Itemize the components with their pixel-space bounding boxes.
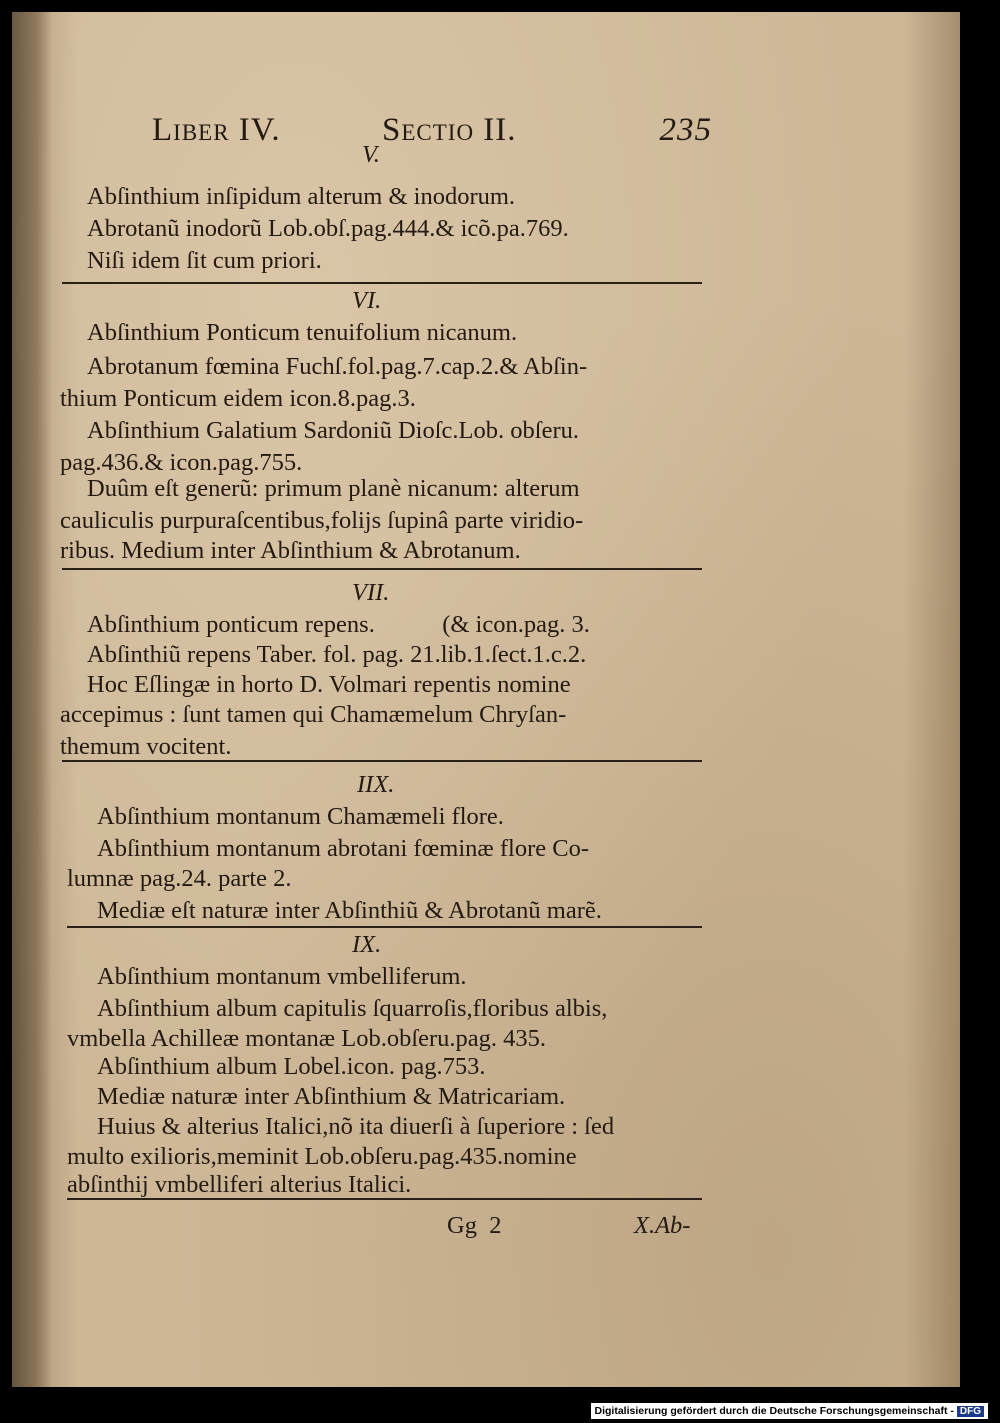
text-line: Abſinthium Galatium Sardoniũ Dioſc.Lob. obſeru. [87, 417, 579, 444]
section-divider [67, 1198, 702, 1200]
section-divider [62, 568, 702, 570]
section-divider [62, 760, 702, 762]
text-line: Duûm eſt generũ: primum planè nicanum: alterum [87, 475, 580, 502]
text-line: cauliculis purpuraſcentibus,folijs ſupinâ parte viridio- [60, 507, 584, 534]
text-line: Huius & alterius Italici,nõ ita diuerſi à ſuperiore : ſed [97, 1113, 615, 1140]
text-line: Mediæ naturæ inter Abſinthium & Matricariam. [97, 1083, 566, 1110]
text-line: Abſinthium Ponticum tenuifolium nicanum. [87, 319, 518, 346]
text-line: Hoc Eſlingæ in horto D. Volmari repentis nomine [87, 671, 571, 698]
text-line: pag.436.& icon.pag.755. [60, 449, 303, 476]
text-line: Abſinthium montanum vmbelliferum. [97, 963, 467, 990]
text-line: Abſinthium montanum Chamæmeli flore. [97, 803, 504, 830]
page-binding-shadow [12, 12, 52, 1387]
text-line: Abrotanum fœmina Fuchſ.fol.pag.7.cap.2.& Abſin- [87, 353, 588, 380]
signature-mark: Gg 2 [447, 1212, 502, 1239]
text-line: Abſinthium album Lobel.icon. pag.753. [97, 1053, 486, 1080]
page-number: 235 [659, 112, 712, 148]
section-divider [62, 282, 702, 284]
text-line: Abſinthium montanum abrotani fœminæ flore Co- [97, 835, 589, 862]
text-line: themum vocitent. [60, 733, 232, 760]
text-line: lumnæ pag.24. parte 2. [67, 865, 292, 892]
text-line: thium Ponticum eidem icon.8.pag.3. [60, 385, 416, 412]
text-line: Mediæ eſt naturæ inter Abſinthiũ & Abrotanũ marẽ. [97, 897, 602, 924]
running-header [152, 112, 712, 156]
section-numeral: V. [362, 141, 380, 168]
header-liber: Liber IV. [152, 112, 281, 148]
book-page [12, 12, 960, 1387]
catchword: X.Ab- [634, 1212, 691, 1239]
text-line: Abſinthium album capitulis ſquarroſis,floribus albis, [97, 995, 608, 1022]
text-line: ribus. Medium inter Abſinthium & Abrotanum. [60, 537, 521, 564]
text-line: Abſinthium inſipidum alterum & inodorum. [87, 183, 516, 210]
dfg-logo: DFG [957, 1406, 984, 1417]
text-line: Niſi idem ſit cum priori. [87, 247, 322, 274]
text-line: Abrotanũ inodorũ Lob.obſ.pag.444.& icõ.pa.769. [87, 215, 569, 242]
text-line: abſinthij vmbelliferi alterius Italici. [67, 1171, 412, 1198]
section-numeral: IIX. [357, 771, 395, 798]
text-line: accepimus : ſunt tamen qui Chamæmelum Chryſan- [60, 701, 567, 728]
section-numeral: VII. [352, 579, 390, 606]
header-sectio: Sectio II. [382, 112, 517, 148]
text-line: Abſinthium ponticum repens. (& icon.pag. 3. [87, 611, 590, 638]
section-numeral: IX. [352, 931, 382, 958]
text-line: multo exilioris,meminit Lob.obſeru.pag.435.nomine [67, 1143, 577, 1170]
section-numeral: VI. [352, 287, 382, 314]
credit-text: Digitalisierung gefördert durch die Deutsche Forschungsgemeinschaft - [594, 1405, 954, 1417]
text-line: Abſinthiũ repens Taber. fol. pag. 21.lib.1.ſect.1.c.2. [87, 641, 587, 668]
section-divider [67, 926, 702, 928]
text-line: vmbella Achilleæ montanæ Lob.obſeru.pag. 435. [67, 1025, 547, 1052]
digitization-credit [591, 1403, 989, 1419]
